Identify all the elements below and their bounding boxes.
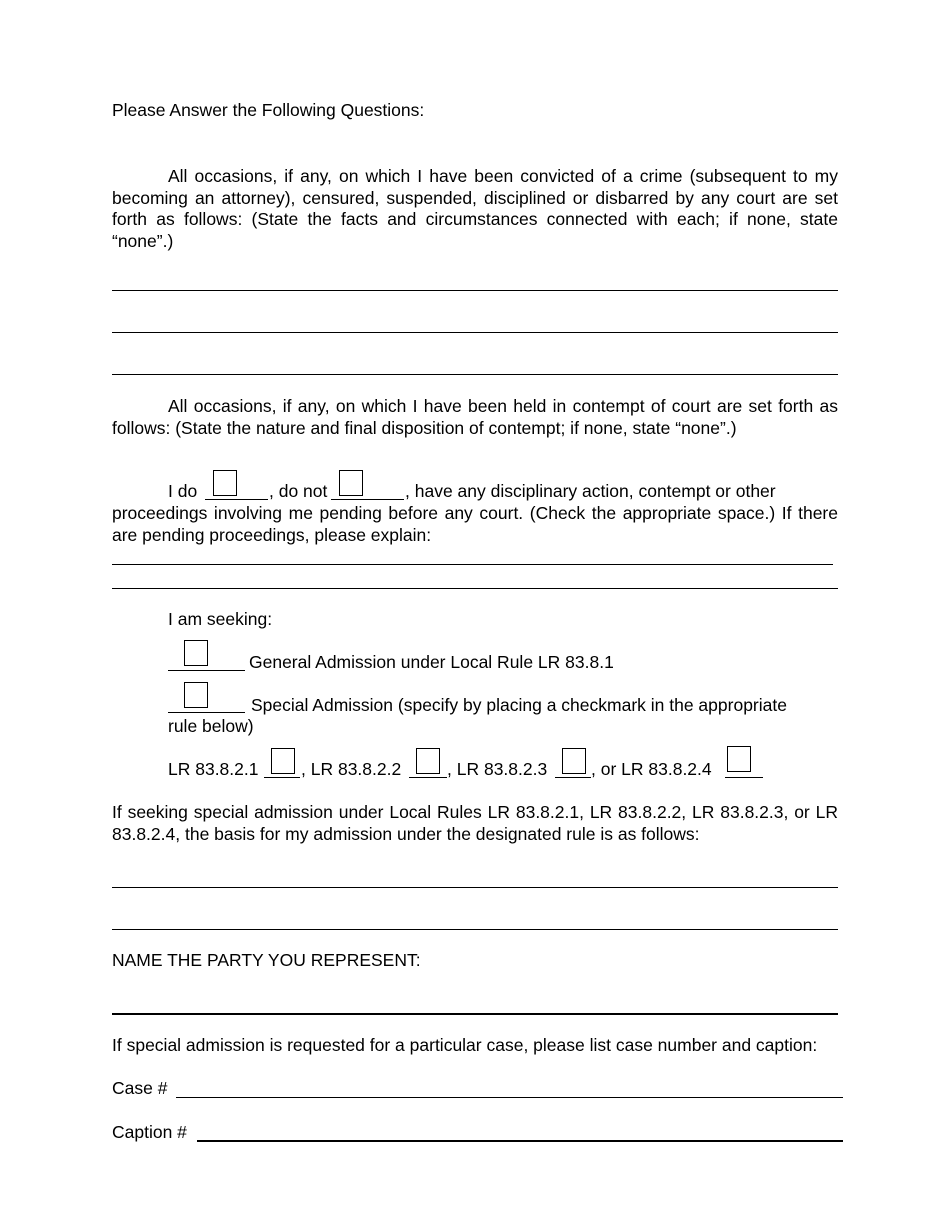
- rule-8322-checkbox[interactable]: [416, 748, 440, 774]
- do-not-label: , do not: [269, 481, 328, 501]
- general-admission-label: General Admission under Local Rule LR 83.8.1: [249, 652, 614, 672]
- do-label: I do: [168, 481, 198, 501]
- rule-8323-checkbox[interactable]: [562, 748, 586, 774]
- rule-8321-underline: [264, 777, 300, 778]
- caption-field[interactable]: [197, 1140, 843, 1142]
- rule-8324-underline: [725, 777, 763, 778]
- rule-8322-underline: [409, 777, 447, 778]
- answer-line[interactable]: [112, 290, 838, 291]
- explain-line[interactable]: [112, 564, 833, 565]
- question-convictions-text: All occasions, if any, on which I have been convicted of a crime (subsequent to my becoming an attorney), censured, suspended, disciplined or disbarred by any court are set forth as follows: (State the facts and circumstances connected with each; if none, state “none”.): [112, 166, 838, 251]
- special-admission-label-cont: rule below): [168, 716, 254, 736]
- special-basis-text: If seeking special admission under Local Rules LR 83.8.2.1, LR 83.8.2.2, LR 83.8.2.3, or LR 83.8.2.4, the basis for my admission under the designated rule is as follows:: [112, 802, 838, 844]
- rule-8323-underline: [555, 777, 591, 778]
- question-contempt-text: All occasions, if any, on which I have been held in contempt of court are set forth as follows: (State the nature and final disposition of contempt; if none, state “none”.): [112, 396, 838, 438]
- special-admission-underline: [168, 712, 245, 713]
- do-underline: [205, 499, 268, 500]
- party-label: NAME THE PARTY YOU REPRESENT:: [112, 950, 421, 970]
- explain-line[interactable]: [112, 588, 838, 589]
- case-number-field[interactable]: [176, 1097, 843, 1098]
- basis-line[interactable]: [112, 887, 838, 888]
- answer-line[interactable]: [112, 374, 838, 375]
- do-not-checkbox[interactable]: [339, 470, 363, 496]
- rule-8324-checkbox[interactable]: [727, 746, 751, 772]
- general-admission-checkbox[interactable]: [184, 640, 208, 666]
- basis-line[interactable]: [112, 929, 838, 930]
- pending-text-line1: , have any disciplinary action, contempt or other: [405, 481, 776, 501]
- rule-label-8321: LR 83.8.2.1: [168, 759, 259, 779]
- pending-text: proceedings involving me pending before any court. (Check the appropriate space.) If there are pending proceedings, please explain:: [112, 503, 838, 545]
- rule-label-8322: , LR 83.8.2.2: [301, 759, 402, 779]
- general-admission-underline: [168, 670, 245, 671]
- special-admission-checkbox[interactable]: [184, 682, 208, 708]
- answer-line[interactable]: [112, 332, 838, 333]
- page-heading: Please Answer the Following Questions:: [112, 100, 425, 120]
- special-admission-label: Special Admission (specify by placing a checkmark in the appropriate: [251, 695, 787, 715]
- party-line[interactable]: [112, 1013, 838, 1015]
- rule-label-8323: , LR 83.8.2.3: [447, 759, 548, 779]
- case-info-intro: If special admission is requested for a particular case, please list case number and caption:: [112, 1035, 818, 1055]
- caption-label: Caption #: [112, 1122, 187, 1142]
- seeking-label: I am seeking:: [168, 609, 273, 629]
- rule-label-8324: , or LR 83.8.2.4: [591, 759, 712, 779]
- do-not-underline: [331, 499, 404, 500]
- do-checkbox[interactable]: [213, 470, 237, 496]
- case-number-label: Case #: [112, 1078, 168, 1098]
- rule-8321-checkbox[interactable]: [271, 748, 295, 774]
